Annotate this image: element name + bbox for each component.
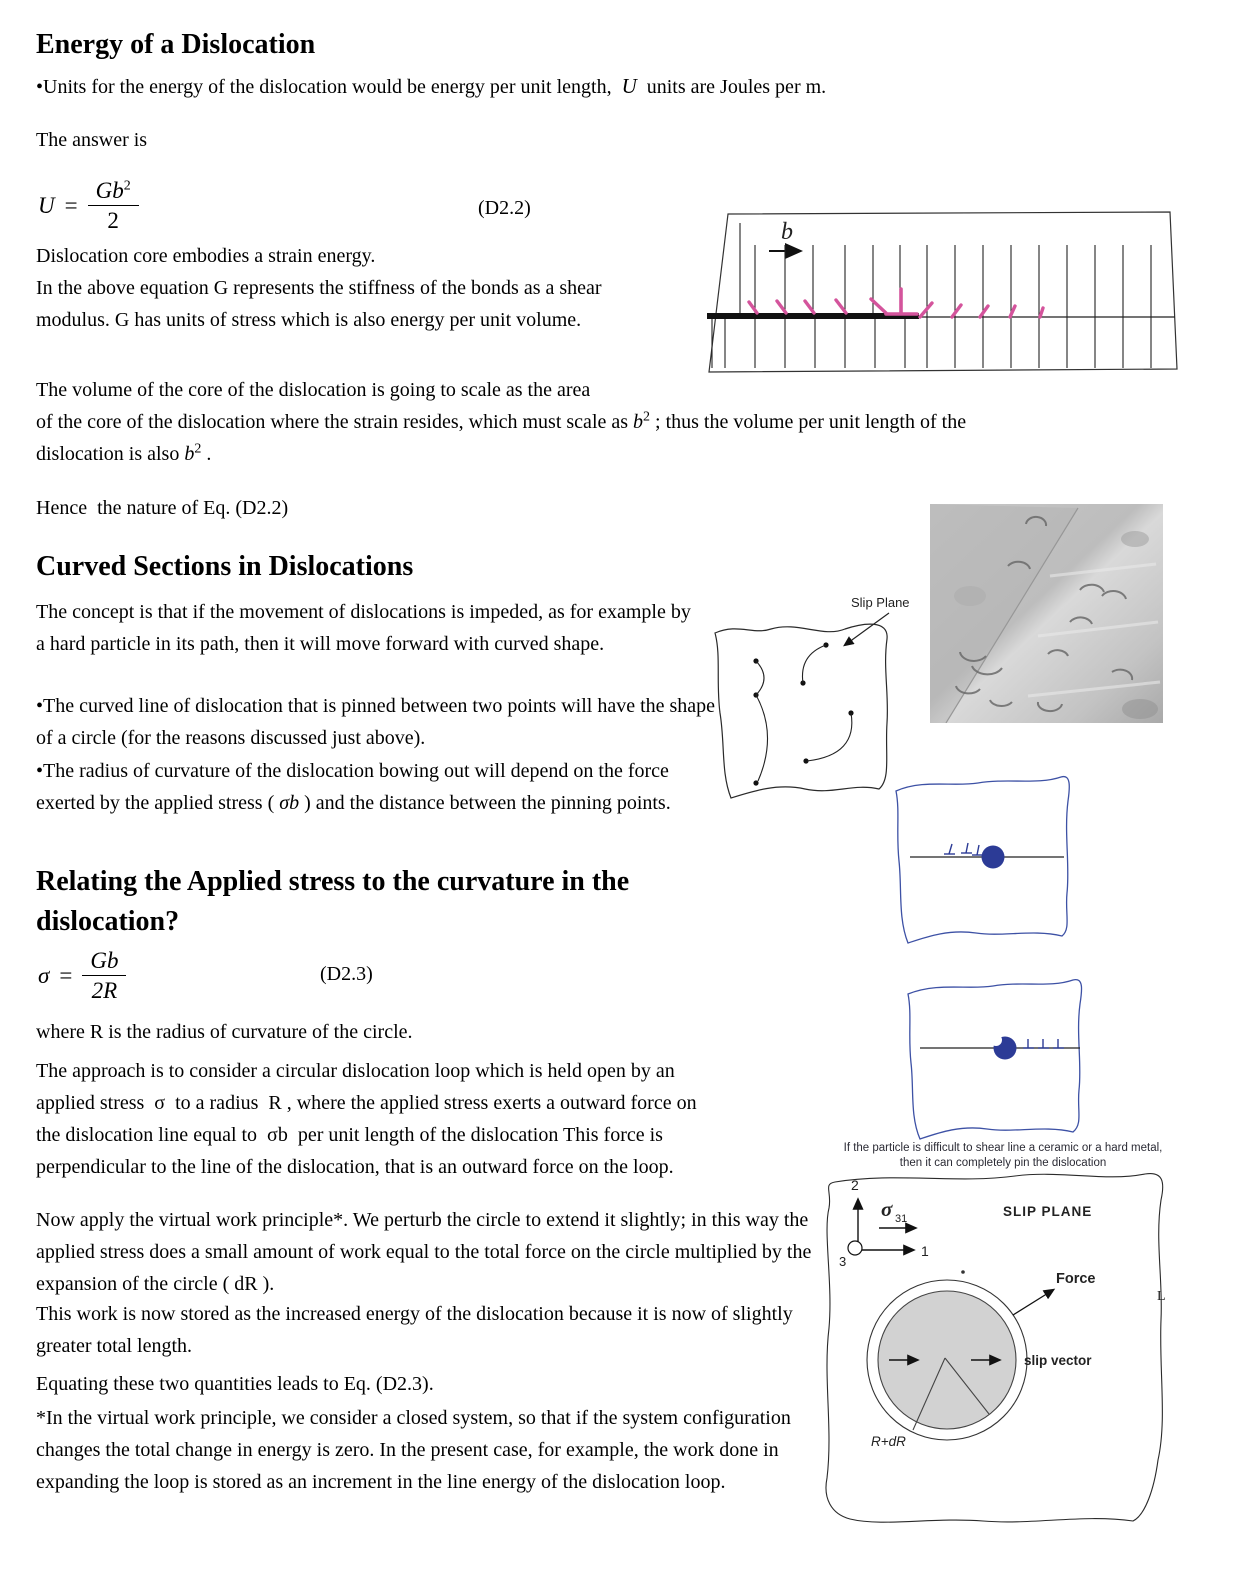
b-symbol-2: b (184, 443, 195, 465)
u-symbol: U (621, 74, 637, 98)
eq23-lhs: σ (38, 962, 50, 988)
volume-line-2 (36, 406, 1206, 438)
eq22-equals: = (64, 192, 78, 218)
pinning-caption-line1: If the particle is difficult to shear line a ceramic or a hard metal, (843, 1142, 1163, 1154)
answer-line: The answer is (36, 129, 148, 151)
equation-d2-2 (38, 178, 139, 234)
eq23-denominator: 2R (91, 978, 118, 1004)
stored-work-paragraph: This work is now stored as the increased energy of the dislocation because it is now of slightly greater total length. (36, 1303, 798, 1357)
pinned-dislocation-figure-2 (888, 958, 1098, 1148)
units-bullet (36, 70, 1196, 103)
eq23-tag: (D2.3) (320, 963, 373, 985)
axis-1-label: 1 (921, 1243, 929, 1259)
units-bullet-text: •Units for the energy of the dislocation would be energy per unit length, (36, 76, 622, 98)
slip-plane-title: SLIP PLANE (1003, 1204, 1093, 1219)
core-paragraph-1: Dislocation core embodies a strain energy. (36, 245, 376, 267)
burgers-vector-label: b (781, 219, 793, 245)
curved-bullet-2 (36, 755, 711, 819)
eq22-tag: (D2.2) (478, 197, 531, 219)
hence-line: Hence the nature of Eq. (D2.2) (36, 497, 289, 519)
pinned-dislocation-figure-1 (878, 753, 1088, 953)
dislocation-loop-figure (805, 1168, 1183, 1540)
sigma-symbol: σ (881, 1197, 893, 1221)
applied-stress-annotation (879, 1197, 915, 1228)
equating-line: Equating these two quantities leads to Eq. (D2.3). (36, 1373, 434, 1395)
dislocation-glyphs (944, 843, 983, 855)
units-bullet-text2: units are Joules per m. (636, 76, 827, 98)
dislocation-micrograph-image (930, 504, 1163, 723)
volume-line-2-pre: of the core of the dislocation where the strain resides, which must scale as (36, 411, 634, 433)
core-paragraph-2: In the above equation G represents the stiffness of the bonds as a shear modulus. G has units of stress which is also energy per unit volume. (36, 277, 607, 331)
axis-3-label: 3 (839, 1254, 847, 1269)
sigma-subscript: 31 (895, 1213, 908, 1225)
upper-lattice-planes (740, 223, 1151, 368)
lower-lattice-planes (712, 318, 905, 368)
b-exponent-2: 2 (194, 441, 202, 457)
volume-line-2-post: ; thus the volume per unit length of the (650, 411, 967, 433)
b-exponent: 2 (643, 409, 651, 425)
lattice-border (709, 212, 1177, 372)
length-label: L (1157, 1289, 1166, 1304)
curved-bullet-2-pre: •The radius of curvature of the dislocation bowing out will depend on the force exerted by the applied stress ( (36, 760, 674, 814)
eq22-numerator: Gb (95, 178, 124, 203)
slip-plane-arrow-icon (845, 613, 889, 645)
pinning-caption-line2: then it can completely pin the dislocation (899, 1157, 1107, 1169)
dislocation-glyphs-2 (1023, 1039, 1064, 1048)
crystal-outline (715, 624, 887, 798)
where-r-line: where R is the radius of curvature of the circle. (36, 1021, 413, 1043)
volume-line-1: The volume of the core of the dislocation is going to scale as the area (36, 379, 591, 401)
eq22-fraction (88, 178, 139, 234)
loop-top-dot (961, 1270, 965, 1274)
sigma-b-symbol: σb (279, 792, 300, 814)
curved-paragraph: The concept is that if the movement of dislocations is impeded, as for example by a hard particle in its path, then it will move forward with curved shape. (36, 601, 696, 655)
axis-2-label: 2 (851, 1177, 859, 1193)
particle-shear-notch (990, 1034, 1002, 1046)
eq23-equals: = (59, 962, 73, 988)
page-title: Energy of a Dislocation (36, 29, 316, 60)
virtual-work-paragraph: Now apply the virtual work principle*. We perturb the circle to extend it slightly; in this way the applied stress does a small amount of work equal to the total force on the circle multiplied by the expansion of the circle ( dR ). (36, 1209, 817, 1295)
slip-plane-label: Slip Plane (851, 595, 910, 610)
approach-paragraph: The approach is to consider a circular dislocation loop which is held open by an applied stress σ to a radius R , where the applied stress exerts a outward force on the dislocation line equal to σb per unit length of the dislocation This force is perpendicular to the line of the dislocation, that is an outward force on the loop. (36, 1060, 702, 1178)
eq22-denominator: 2 (107, 208, 119, 234)
eq23-fraction (82, 948, 126, 1004)
curved-bullet-2-post: ) and the distance between the pinning points. (299, 792, 671, 814)
eq23-numerator: Gb (82, 948, 126, 976)
force-arrow-icon (1013, 1290, 1053, 1315)
coordinate-axes (839, 1177, 929, 1269)
crystal-outline-blue-2 (908, 980, 1082, 1139)
dislocation-symbol-icon (886, 289, 917, 314)
footnote-paragraph: *In the virtual work principle, we consider a closed system, so that if the system configuration changes the total change in energy is zero. In the present case, for example, the work done in expanding the loop is stored as an increment in the line energy of the dislocation loop. (36, 1407, 796, 1493)
b-symbol: b (633, 411, 644, 433)
equation-d2-3 (38, 948, 126, 1004)
volume-line-3-post: . (201, 443, 212, 465)
section-heading-relating: Relating the Applied stress to the curvature in the dislocation? (36, 866, 630, 937)
curved-bullet-1: •The curved line of dislocation that is pinned between two points will have the shape of a circle (for the reasons discussed just above). (36, 695, 721, 749)
section-heading-curved: Curved Sections in Dislocations (36, 551, 414, 582)
eq22-exponent: 2 (123, 178, 131, 194)
eq22-lhs: U (38, 192, 55, 218)
hard-particle (982, 846, 1005, 869)
volume-line-3 (36, 438, 1206, 470)
slip-vector-label: slip vector (1024, 1353, 1092, 1368)
force-label: Force (1056, 1271, 1096, 1287)
edge-dislocation-lattice-figure (693, 205, 1185, 377)
pinning-caption (833, 1141, 1173, 1171)
pinning-points (753, 642, 853, 785)
volume-line-3-pre: dislocation is also (36, 443, 185, 465)
radius-label: R+dR (871, 1434, 906, 1449)
axis-3-out-of-plane-icon (848, 1241, 862, 1255)
